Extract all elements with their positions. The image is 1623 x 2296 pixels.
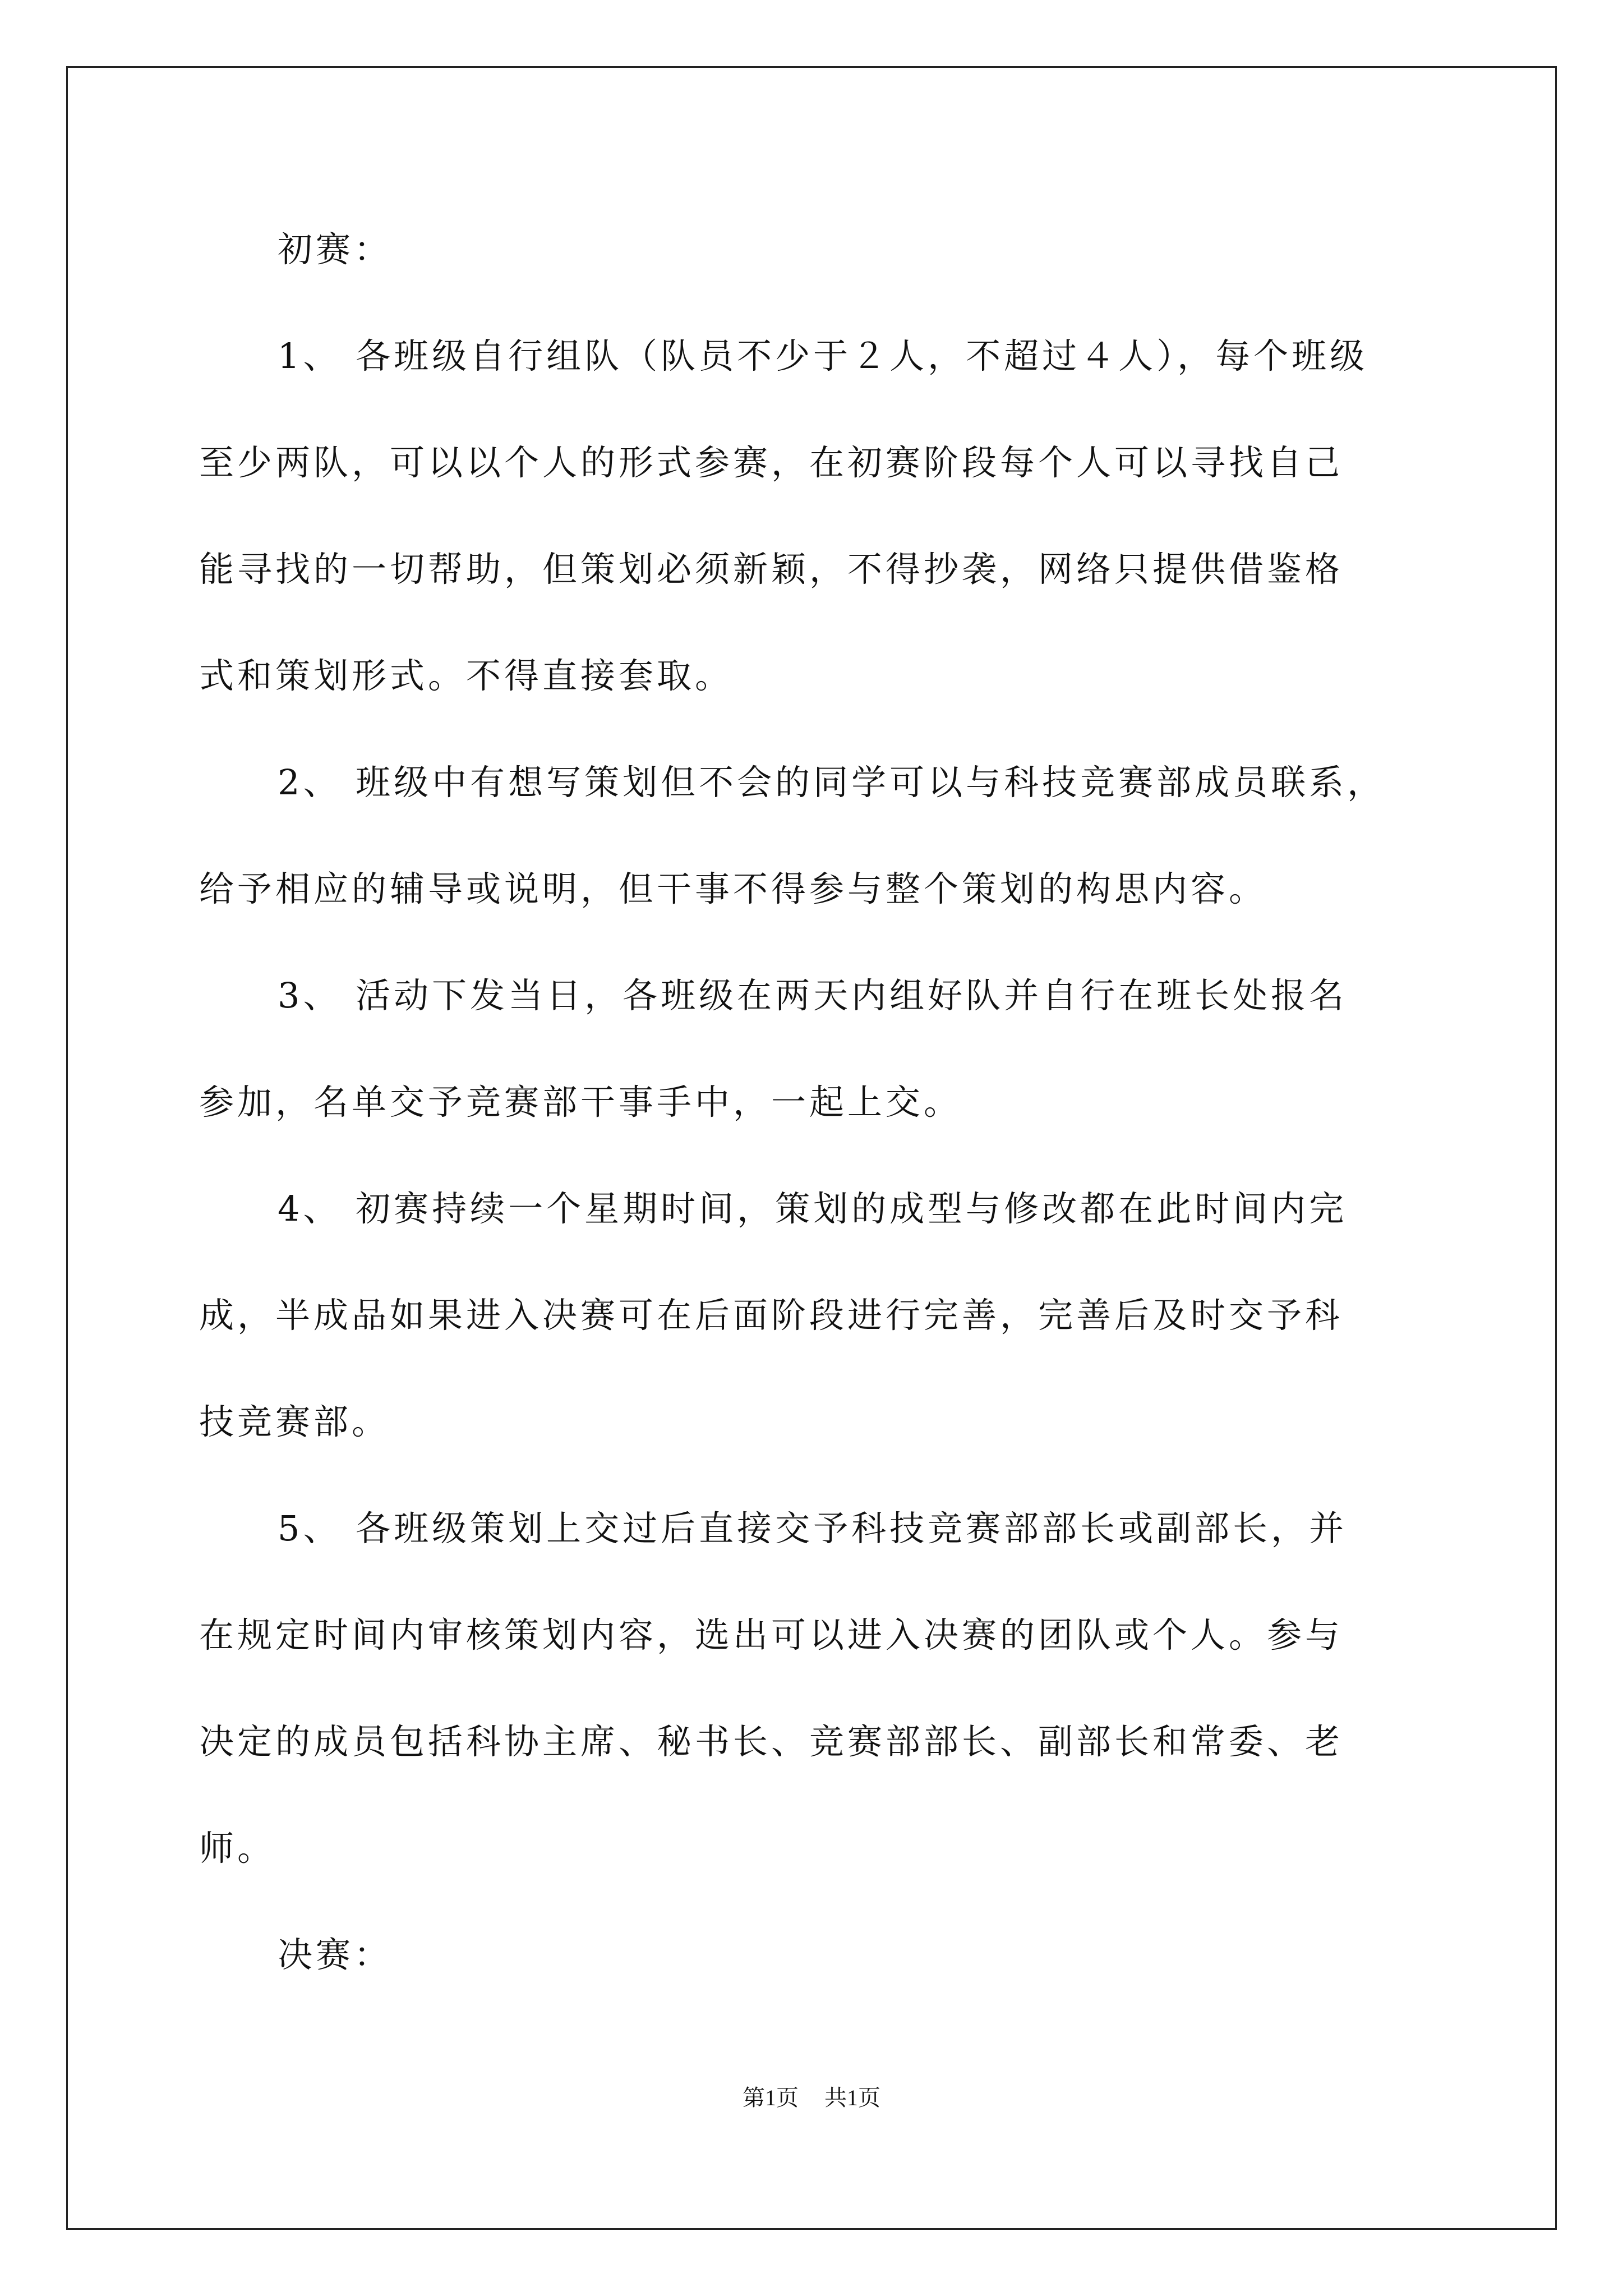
page-footer [0,2081,1623,2115]
paragraph-line: 能寻找的一切帮助，但策划必须新颖，不得抄袭，网络只提供借鉴格 [199,549,1344,590]
paragraph-line: 5、 各班级策划上交过后直接交予科技竞赛部部长或副部长，并 [278,1508,1348,1549]
paragraph-line: 至少两队，可以以个人的形式参赛，在初赛阶段每个人可以寻找自己 [199,442,1344,483]
paragraph-line: 决定的成员包括科协主席、秘书长、竞赛部部长、副部长和常委、老 [199,1721,1344,1762]
paragraph-line: 在规定时间内审核策划内容，选出可以进入决赛的团队或个人。参与 [199,1614,1344,1655]
paragraph-line: 式和策划形式。不得直接套取。 [199,655,734,696]
paragraph-line: 参加，名单交予竞赛部干事手中，一起上交。 [199,1082,962,1122]
heading-final: 决赛： [278,1934,393,1975]
paragraph-line: 2、 班级中有想写策划但不会的同学可以与科技竞赛部成员联系， [278,762,1386,803]
paragraph-line: 4、 初赛持续一个星期时间，策划的成型与修改都在此时间内完 [278,1188,1348,1229]
paragraph-line: 成，半成品如果进入决赛可在后面阶段进行完善，完善后及时交予科 [199,1295,1344,1336]
page-number-current: 第1页 [743,2085,799,2110]
paragraph-line: 技竞赛部。 [199,1401,390,1442]
page-number-total: 共1页 [824,2085,880,2110]
page-border [66,66,1557,2230]
paragraph-line: 给予相应的辅导或说明，但干事不得参与整个策划的构思内容。 [199,868,1267,909]
heading-preliminary: 初赛： [278,229,393,270]
paragraph-line: 1、 各班级自行组队（队员不少于２人，不超过４人），每个班级 [278,335,1368,376]
paragraph-line: 师。 [199,1828,276,1869]
paragraph-line: 3、 活动下发当日，各班级在两天内组好队并自行在班长处报名 [278,975,1348,1016]
